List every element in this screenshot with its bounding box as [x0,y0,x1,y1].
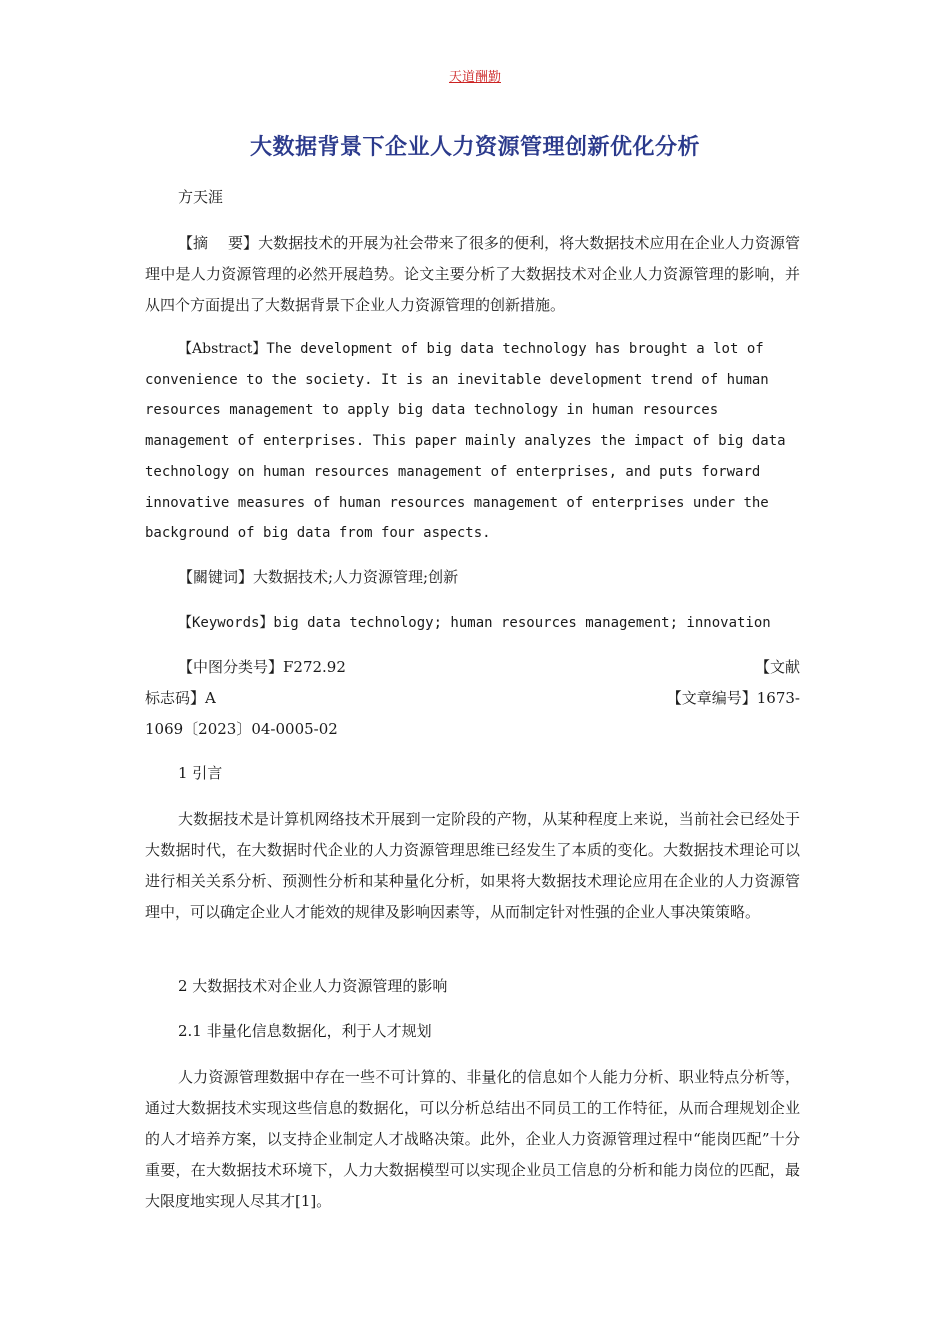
keywords-en: 【Keywords】big data technology; human resources management; innovation [178,615,771,631]
section-1-paragraph: 大数据技术是计算机网络技术开展到一定阶段的产物，从某种程度上来说，当前社会已经处于大数据时代，在大数据时代企业的人力资源管理思维已经发生了本质的变化。大数据技术理论可以进行相关关系分析、预测性分析和某种量化分析，如果将大数据技术理论应用在企业的人力资源管理中，可以确定企业人才能效的规律及影响因素等，从而制定针对性强的企业人事决策策略。 [145,810,800,921]
header-link[interactable]: 天道酬勤 [448,70,501,85]
article-no-part2: 1069〔2023〕04-0005-02 [145,720,338,738]
section-2-heading: 2 大数据技术对企业人力资源管理的影响 [178,977,448,995]
article-title: 大数据背景下企业人力资源管理创新优化分析 [249,135,700,160]
abstract-en-line: background of big data from four aspects. [145,525,491,542]
classification-row-3 [145,718,800,739]
abstract-en-line: convenience to the society. It is an inevitable development trend of human [145,371,769,388]
article-author: 方天涯 [178,188,224,206]
abstract-en-line: technology on human resources management of enterprises, and puts forward [145,463,761,480]
abstract-en-line: 【Abstract】The development of big data technology has brought a lot of [178,341,764,357]
section-2-1-heading: 2.1 非量化信息数据化，利于人才规划 [178,1022,432,1040]
abstract-en-line: innovative measures of human resources management of enterprises under the [145,494,769,511]
doc-code-part1: 【文献 [754,658,800,676]
section-2-1-paragraph: 人力资源管理数据中存在一些不可计算的、非量化的信息如个人能力分析、职业特点分析等，通过大数据技术实现这些信息的数据化，可以分析总结出不同员工的工作特征，从而合理规划企业的人才培养方案，以支持企业制定人才战略决策。此外，企业人力资源管理过程中“能岗匹配”十分重要，在大数据技术环境下，人力大数据模型可以实现企业员工信息的分析和能力岗位的匹配，最大限度地实现人尽其才[1]。 [145,1068,800,1210]
abstract-en-line: resources management to apply big data technology in human resources [145,402,719,419]
abstract-cn: 【摘 要】大数据技术的开展为社会带来了很多的便利，将大数据技术应用在企业人力资源管理中是人力资源管理的必然开展趋势。论文主要分析了大数据技术对企业人力资源管理的影响，并从四个方面提出了大数据背景下企业人力资源管理的创新措施。 [145,234,800,314]
abstract-en-label: 【Abstract】 [178,341,267,357]
abstract-en-line: management of enterprises. This paper mainly analyzes the impact of big data [145,433,786,450]
classification-row-2 [145,687,800,708]
section-1-heading: 1 引言 [178,764,223,782]
classification-row-1 [145,656,800,677]
keywords-cn: 【關键词】大数据技术;人力资源管理;创新 [178,568,459,586]
article-no-part1: 【文章编号】1673- [666,689,800,707]
clc-number: 【中图分类号】F272.92 [178,658,346,676]
doc-code-part2: 标志码】A [145,689,216,707]
abstract-en [145,334,800,549]
